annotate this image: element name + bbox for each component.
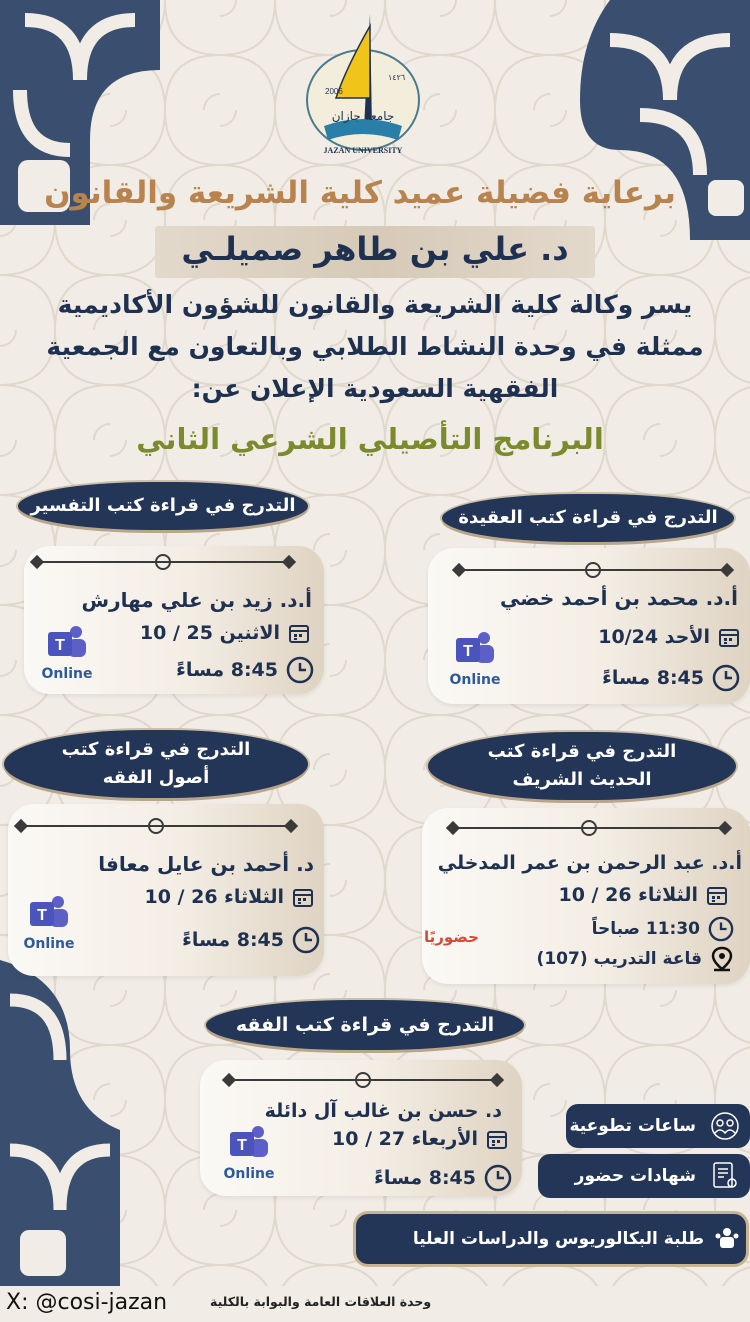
corner-ornament-bottom-left (0, 960, 130, 1286)
teams-online-badge (36, 624, 98, 682)
session-title-banner: التدرج في قراءة كتب الحديث الشريف (428, 732, 736, 800)
calendar-icon (292, 886, 314, 908)
session-location: قاعة التدريب (107) (524, 946, 734, 972)
session-date: الثلاثاء 26 / 10 (520, 884, 728, 906)
feature-attendance-certificates: شهادات حضور (538, 1154, 750, 1198)
session-date: الأحد 10/24 (540, 626, 740, 648)
in-person-label: حضوريًا (424, 928, 479, 946)
certificate-icon (704, 1155, 746, 1197)
announcement-line: الفقهية السعودية الإعلان عن: (191, 374, 559, 403)
session-title-banner: التدرج في قراءة كتب أصول الفقه (4, 730, 308, 798)
clock-icon (484, 1164, 512, 1192)
divider-ornament (14, 816, 298, 836)
svg-text:JAZAN UNIVERSITY: JAZAN UNIVERSITY (323, 146, 403, 155)
location-pin-icon (710, 946, 734, 972)
svg-text:2006: 2006 (325, 87, 343, 96)
teams-icon (46, 624, 88, 662)
online-label: Online (23, 936, 75, 952)
volunteer-icon (704, 1105, 746, 1147)
lecturer-name: د. حسن بن غالب آل دائلة (264, 1100, 502, 1122)
lecturer-name: أ.د. محمد بن أحمد خضي (499, 586, 738, 610)
clock-icon (286, 656, 314, 684)
lecturer-name: أ.د. زيد بن علي مهارش (81, 588, 312, 612)
announcement-line: يسر وكالة كلية الشريعة والقانون للشؤون الأكاديمية (57, 290, 693, 319)
session-title-banner: التدرج في قراءة كتب العقيدة (442, 494, 734, 542)
social-handle[interactable]: X: @cosi-jazan (6, 1290, 168, 1315)
calendar-icon (486, 1128, 508, 1150)
session-time: 8:45 مساءً (130, 656, 314, 684)
university-logo-icon (300, 8, 426, 168)
online-label: Online (449, 672, 501, 688)
session-time: 11:30 صباحاً (600, 916, 734, 942)
session-title-banner: التدرج في قراءة كتب الفقه (206, 1000, 524, 1050)
calendar-icon (718, 626, 740, 648)
clock-icon (292, 926, 320, 954)
session-time: 8:45 مساءً (340, 1164, 512, 1192)
svg-text:١٤٢٦: ١٤٢٦ (388, 73, 406, 82)
divider-ornament (452, 560, 734, 580)
teams-icon (454, 630, 496, 668)
divider-ornament (446, 818, 732, 838)
session-date: الاثنين 25 / 10 (110, 622, 310, 644)
svg-text:T: T (237, 1137, 247, 1154)
feature-volunteer-hours: ساعات تطوعية (566, 1104, 750, 1148)
students-icon (712, 1224, 742, 1254)
svg-text:T: T (463, 643, 473, 660)
svg-text:جامعة جازان: جامعة جازان (331, 109, 395, 123)
session-time: 8:45 مساءً (560, 664, 740, 692)
teams-online-badge (218, 1124, 280, 1182)
patronage-line: برعاية فضيلة عميد كلية الشريعة والقانون (44, 175, 676, 211)
calendar-icon (706, 884, 728, 906)
session-time: 8:45 مساءً (150, 926, 320, 954)
clock-icon (712, 664, 740, 692)
online-label: Online (41, 666, 93, 682)
calendar-icon (288, 622, 310, 644)
session-title-banner: التدرج في قراءة كتب التفسير (18, 482, 308, 530)
announcement-text (20, 284, 730, 410)
issuing-unit: وحدة العلاقات العامة والبوابة بالكلية (210, 1294, 432, 1309)
session-date: الثلاثاء 26 / 10 (110, 886, 314, 908)
teams-online-badge (444, 630, 506, 688)
svg-text:T: T (55, 637, 65, 654)
teams-icon (228, 1124, 270, 1162)
divider-ornament (222, 1070, 504, 1090)
feature-target-audience: طلبة البكالوريوس والدراسات العليا (356, 1214, 746, 1264)
program-title: البرنامج التأصيلي الشرعي الثاني (136, 422, 604, 456)
online-label: Online (223, 1166, 275, 1182)
teams-icon (28, 894, 70, 932)
clock-icon (708, 916, 734, 942)
dean-name: د. علي بن طاهر صميلـي (181, 230, 569, 268)
teams-online-badge (18, 894, 80, 952)
lecturer-name: أ.د. عبد الرحمن بن عمر المدخلي (437, 852, 742, 874)
session-date: الأربعاء 27 / 10 (300, 1128, 508, 1150)
announcement-line: ممثلة في وحدة النشاط الطلابي وبالتعاون مع الجمعية (46, 332, 704, 361)
svg-text:T: T (37, 907, 47, 924)
divider-ornament (30, 552, 296, 572)
lecturer-name: د. أحمد بن عايل معافا (98, 852, 314, 876)
